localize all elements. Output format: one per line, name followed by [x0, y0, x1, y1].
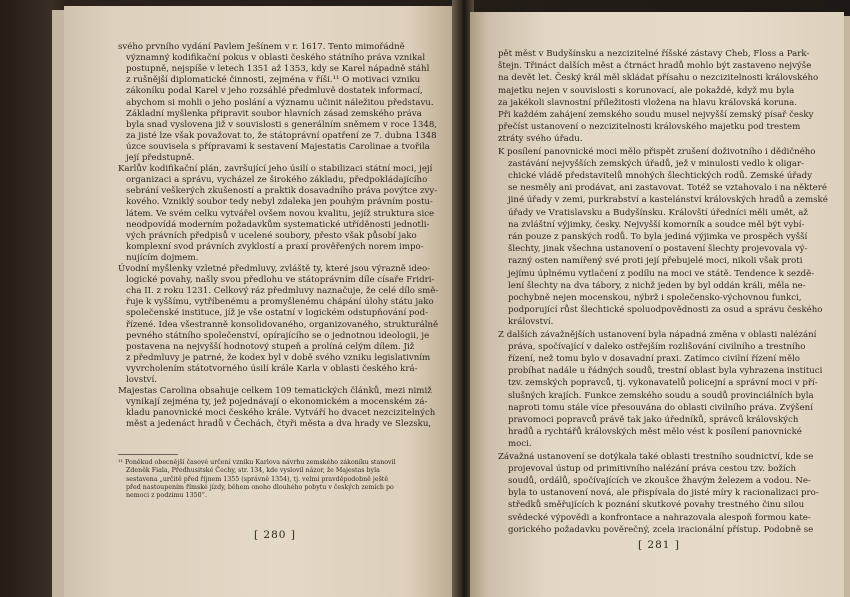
text-line: byla to ustanovení nová, ale přispívala do jisté míry k racionalizaci pro-	[508, 488, 819, 499]
text-line: z předmluvy je patrné, že kodex byl v době svého vzniku legislativním	[126, 352, 431, 363]
text-line: středků směřujících k poznání skutkové povahy trestného činu silou	[508, 500, 805, 511]
text-line: pět měst v Budyšínsku a nezcizitelné říšské zástavy Cheb, Floss a Park-	[498, 49, 810, 59]
text-line: hradů a rychtářů královských měst mělo vést k posílení panovnické	[508, 427, 802, 438]
text-line: vynikají zejména ty, jež pojednávají o ekonomickém a mocenském zá-	[126, 397, 428, 408]
text-line: jejímu úplnému vytlačení z podílu na moci ve státě. Tendence k sezdě-	[508, 268, 815, 279]
text-line: projevoval ústup od primitivního nalézání práva cestou tzv. božích	[508, 463, 797, 474]
text-line: postupně, nejspíše v letech 1351 až 1353, kdy se Karel nápadně stáhl	[126, 64, 430, 75]
text-line: komplexní svod právních zvyklostí a praxí prověřených norem impo-	[126, 241, 424, 252]
text-line: K posílení panovnické moci mělo přispět zrušení doživotního i dědičného	[498, 146, 816, 157]
left-page	[64, 6, 456, 597]
text-line: chické vládě představitelů mnohých šlechtických rodů. Zemské úřady	[508, 171, 812, 181]
text-line: Z dalších závažnějších ustanovení byla nápadná změna v oblasti nalézání	[498, 329, 817, 340]
text-line: postavena na nejvyšší hodnotový stupeň a prolíná celým dílem. Již	[126, 341, 415, 352]
text-line: soudů, ordálů, spočívajících ve zkoušce žhavým železem a vodou. Ne-	[508, 476, 811, 486]
footnote-line: nemoci z podzimu 1350“.	[126, 492, 207, 500]
text-line: pochybně nejen mocenskou, nýbrž i společensko-výchovnou funkci,	[508, 293, 802, 303]
text-line: řuje k vyššímu, vytříbenému a promyšlenému chápání úlohy státu jako	[126, 297, 434, 308]
text-line: na devět let. Český král měl skládat přísahu o nezcizitelnosti královského	[498, 73, 819, 84]
text-line: práva, spočívající v daleko ostřejším rozlišování civilního a trestního	[508, 341, 806, 352]
text-line: za jisté lze však považovat to, že státoprávní opatření ze 7. dubna 1348	[126, 130, 437, 141]
text-line: z rušnější diplomatické činnosti, zejména v říši.¹¹ O motivaci vzniku	[126, 75, 421, 86]
text-line: Karlův kodifikační plán, završující jeho úsilí o stabilizaci státní moci, její	[118, 164, 433, 175]
text-line: řízení, než tomu bylo v dosavadní praxi. Zatímco civilní řízení mělo	[508, 354, 800, 364]
footnote-line: sestavena „určitě před říjnem 1355 (správně 1354), tj. velmi pravděpodobně ještě	[126, 475, 389, 483]
text-line: byla snad vyslovena již v souvislosti s generálním sněmem v roce 1348,	[126, 119, 438, 130]
text-line: ztráty svého úřadu.	[498, 134, 583, 145]
footnote-line: ¹¹ Poněkud obecnější časové určení vzniku Karlova návrhu zemského zákoníku stanovil	[118, 459, 396, 466]
text-line: jiné úřady v zemi, purkrabství a kastelánství královských hradů a zemské	[508, 195, 828, 206]
footnote-line: před nastoupením římské jízdy, během onoho dlouhého pobytu v českých zemích po	[126, 483, 394, 491]
text-line: štejn. Třináct dalších měst a čtrnáct hradů mohlo být zastaveno nejvýše	[498, 61, 812, 72]
text-line: tzv. zemských popravců, tj. vykonavatelů policejní a správní moci v pří-	[508, 378, 818, 389]
text-line: zastávání nejvyšších zemských úřadů, jež v minulosti vedlo k oligar-	[508, 158, 805, 169]
text-line: úřady ve Vratislavsku a Budyšínsku. Královští úředníci měli umět, až	[508, 207, 808, 218]
text-line: řízené. Idea všestranně konsolidovaného, organizovaného, strukturálně	[126, 319, 439, 330]
text-line: nujícím dojmem.	[126, 252, 199, 263]
text-line: lovství.	[126, 375, 157, 385]
text-line: společenské instituce, jíž je vše ostatní v logickém odstupňování pod-	[126, 308, 429, 319]
text-line: Úvodní myšlenky vzletné předmluvy, zvláště ty, které jsou výrazně ideo-	[118, 264, 431, 274]
text-line: významný kodifikační pokus v oblasti českého státního práva vznikal	[126, 53, 426, 64]
text-line: svého prvního vydání Pavlem Ješínem v r. 1617. Tento mimořádně	[118, 42, 405, 52]
text-line: šlechty, jinak všechna ustanovení o postavení šlechty projevovala vý-	[508, 244, 808, 255]
text-line: pevného státního společenství, opírajícího se o jednotnou ideologii, je	[126, 330, 430, 341]
text-line: vých právních předpisů v ucelené soubory, přesto však působí jako	[126, 230, 417, 241]
text-line: její předstupně.	[126, 153, 195, 163]
text-line: podporující růst šlechtické spoluodpovědnosti za osud a správu českého	[508, 305, 823, 316]
text-line: za jakékoli slavnostní příležitosti vložena na hlavu královská koruna.	[498, 97, 798, 108]
text-line: probíhat nadále u řádných soudů, trestní oblast byla vyhrazena instituci	[508, 366, 823, 377]
text-line: kového. Vzniklý soubor tedy nebyl zdaleka jen pouhým právním postu-	[126, 197, 433, 208]
text-line: cha II. z roku 1231. Celkový ráz předmluvy naznačuje, že celé dílo smě-	[126, 286, 439, 297]
text-line: království.	[508, 317, 554, 328]
text-line: logické povahy, našly svou předlohu ve státoprávním díle císaře Fridri-	[126, 275, 435, 286]
page-number-left: [ 280 ]	[254, 529, 296, 541]
text-line: pravomoci popravců právě tak jako úředníků, správců královských	[508, 415, 799, 425]
text-line: lení šlechty na dva tábory, z nichž jeden by byl oddán králi, měla ne-	[508, 280, 806, 291]
text-line: svědecké výpovědi a konfrontace a nahrazovala alespoň formou kate-	[508, 512, 811, 523]
text-line: měst a jedenáct hradů v Čechách, čtyři města a dva hrady ve Slezsku,	[126, 419, 432, 430]
text-line: kladu panovnické moci českého krále. Vytváří ho dvacet nezcizitelných	[126, 408, 436, 419]
text-line: zákoníku podal Karel v jeho rozsáhlé předmluvě dostatek informací,	[126, 86, 423, 97]
text-line: Závažná ustanovení se dotýkala také oblasti trestního soudnictví, kde se	[498, 451, 814, 462]
text-line: rán pouze z panských rodů. To byla jediná výjimka ve prospěch vyšší	[508, 232, 808, 242]
text-line: neodpovídá moderním požadavkům systematické utříděnosti jednotli-	[126, 219, 430, 230]
text-line: abychom si mohli o jeho poslání a významu učinit náležitou představu.	[126, 97, 434, 108]
text-line: gorického požadavku pověrečný, zcela iracionální přístup. Podobně se	[508, 524, 814, 535]
page-number-right: [ 281 ]	[638, 539, 680, 551]
text-line: Majestas Carolina obsahuje celkem 109 tematických článků, mezi nimiž	[118, 386, 432, 397]
text-line: vyvrcholením státotvorného úsilí krále Karla v oblasti českého krá-	[126, 363, 418, 374]
text-line: na zvláštní výjimky, česky. Nejvyšší komorník a soudce měl být vybí-	[508, 219, 805, 230]
text-line: sebrání veškerých zkušeností a praktik dosavadního práva povýtce zvy-	[126, 186, 438, 197]
text-line: se nesměly ani prodávat, ani zastavovat. Totéž se vztahovalo i na některé	[508, 183, 827, 194]
text-line: organizaci a správu, vycházel ze širokého základu, předpokládajícího	[126, 175, 428, 186]
text-line: Při každém zahájení zemského soudu musel nejvyšší zemský písař česky	[498, 110, 814, 120]
footnote-line: Zdeněk Fiala, Předhusitské Čechy, str. 134, kde vyslovil názor, že Majestas byla	[126, 467, 380, 475]
text-line: slušných krajích. Funkce zemského soudu a soudů provinciálních byla	[508, 390, 814, 401]
text-line: látem. Ve svém celku vytvářel ovšem novou kvalitu, jejíž struktura sice	[126, 208, 435, 219]
right-page	[470, 12, 844, 597]
text-line: Základní myšlenka připravit soubor hlavních zásad zemského práva	[126, 108, 422, 119]
text-line: přečíst ustanovení o nezcizitelnosti královského majetku pod trestem	[498, 122, 801, 133]
text-line: majetku nejen v souvislosti s korunovací, ale pokaždé, když mu byla	[498, 85, 795, 96]
text-line: moci.	[508, 439, 532, 450]
text-line: úzce souvisela s přípravami k sestavení Majestatis Carolinae a tvořila	[126, 141, 430, 152]
footnote-rule	[118, 454, 178, 455]
text-line: naproti tomu stále více přesouvána do oblasti civilního práva. Zvýšení	[508, 402, 813, 413]
text-line: razný osten namířený své proti její přebujelé moci, nikoli však proti	[508, 256, 803, 267]
